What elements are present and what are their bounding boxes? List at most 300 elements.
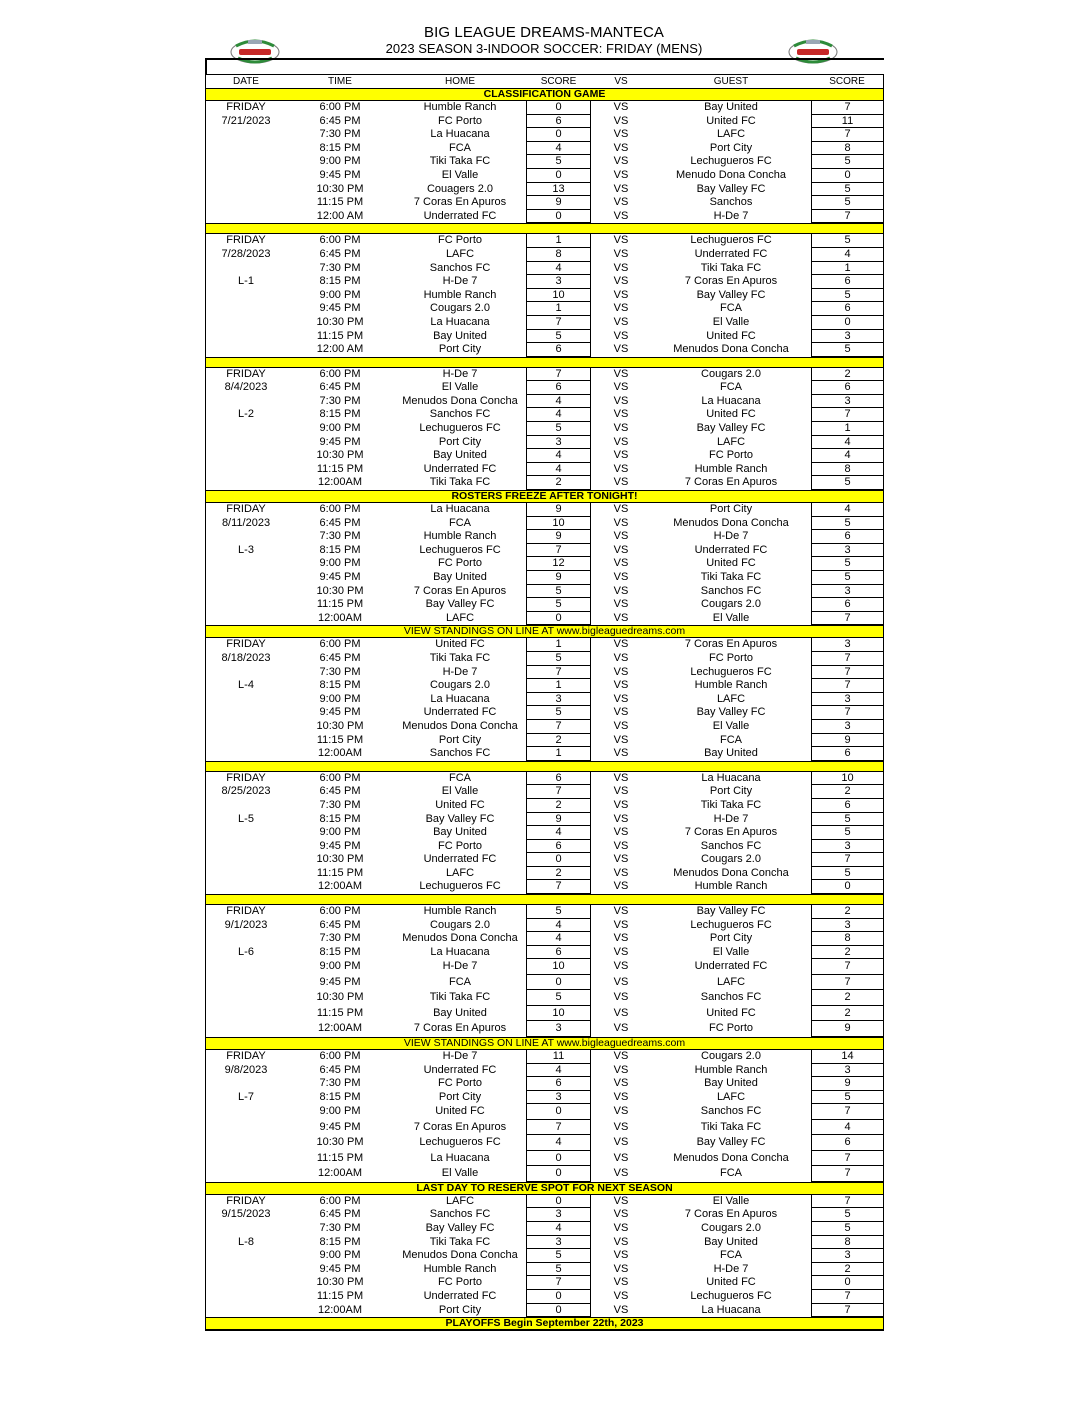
- vs-label: VS: [613, 651, 629, 664]
- col-time: TIME: [328, 76, 352, 87]
- game-row: [206, 544, 883, 558]
- guest-team: Menudos Dona Concha: [673, 1151, 789, 1164]
- home-score: 5: [526, 585, 591, 599]
- home-team: La Huacana: [430, 1151, 490, 1164]
- game-time: 10:30 PM: [316, 182, 364, 195]
- home-score: 0: [526, 975, 591, 991]
- home-score: 3: [526, 1021, 591, 1037]
- home-score: 7: [526, 666, 591, 680]
- guest-team: Sanchos: [709, 196, 753, 209]
- vs-label: VS: [613, 408, 629, 421]
- game-time: 11:15 PM: [316, 1006, 364, 1019]
- game-time: 7:30 PM: [319, 665, 361, 678]
- home-team: Bay United: [433, 329, 487, 342]
- guest-score: 9: [811, 1021, 883, 1037]
- guest-score: 6: [811, 747, 883, 761]
- home-score: 7: [526, 316, 591, 330]
- game-row: [206, 840, 883, 854]
- game-row: [206, 826, 883, 840]
- guest-team: Bay United: [704, 747, 758, 760]
- guest-score: 7: [811, 853, 883, 867]
- guest-score: 5: [811, 476, 883, 490]
- game-row: [206, 1290, 883, 1304]
- game-row: [206, 343, 883, 357]
- home-score: 6: [526, 343, 591, 357]
- game-row: [206, 638, 883, 652]
- home-team: United FC: [435, 1105, 485, 1118]
- home-team: Menudos Dona Concha: [402, 394, 518, 407]
- game-row: [206, 275, 883, 289]
- home-score: 4: [526, 932, 591, 946]
- vs-label: VS: [613, 905, 629, 918]
- game-row: [206, 262, 883, 276]
- guest-score: 3: [811, 330, 883, 344]
- guest-score: 8: [811, 142, 883, 156]
- game-row: [206, 652, 883, 666]
- guest-score: 7: [811, 679, 883, 693]
- home-team: Lechugueros FC: [419, 543, 501, 556]
- game-row: [206, 693, 883, 707]
- game-row: [206, 571, 883, 585]
- vs-label: VS: [613, 329, 629, 342]
- guest-score: 3: [811, 638, 883, 652]
- home-team: FC Porto: [437, 1276, 482, 1289]
- guest-score: 4: [811, 503, 883, 517]
- vs-label: VS: [613, 665, 629, 678]
- game-row: [206, 1276, 883, 1290]
- guest-score: 5: [811, 183, 883, 197]
- home-score: 7: [526, 785, 591, 799]
- vs-label: VS: [613, 798, 629, 811]
- home-team: La Huacana: [430, 128, 490, 141]
- game-row: [206, 990, 883, 1006]
- home-team: LAFC: [445, 611, 475, 624]
- game-row: [206, 517, 883, 531]
- game-row: [206, 128, 883, 142]
- game-row: [206, 734, 883, 748]
- guest-score: 5: [811, 517, 883, 531]
- guest-score: 3: [811, 840, 883, 854]
- guest-team: Port City: [709, 141, 753, 154]
- vs-label: VS: [613, 234, 629, 247]
- home-team: Humble Ranch: [423, 905, 497, 918]
- guest-team: Cougars 2.0: [701, 1222, 761, 1234]
- guest-team: Tiki Taka FC: [700, 798, 762, 811]
- home-score: 0: [526, 210, 591, 224]
- guest-team: Bay United: [704, 1235, 758, 1248]
- game-day: FRIDAY: [226, 234, 266, 247]
- home-score: 4: [526, 408, 591, 422]
- home-score: 4: [526, 262, 591, 276]
- week-banner: CLASSIFICATION GAME: [206, 88, 883, 101]
- home-score: 6: [526, 115, 591, 129]
- game-row: [206, 813, 883, 827]
- home-team: Port City: [438, 1303, 482, 1316]
- home-score: 13: [526, 183, 591, 197]
- home-team: Humble Ranch: [423, 101, 497, 113]
- guest-score: 5: [811, 813, 883, 827]
- vs-label: VS: [613, 449, 629, 462]
- vs-label: VS: [613, 381, 629, 394]
- guest-score: 5: [811, 234, 883, 248]
- game-row: [206, 1195, 883, 1209]
- home-score: 5: [526, 155, 591, 169]
- guest-team: Sanchos FC: [700, 991, 762, 1004]
- home-score: 9: [526, 813, 591, 827]
- home-team: Bay Valley FC: [425, 812, 495, 825]
- game-row: [206, 666, 883, 680]
- vs-label: VS: [613, 557, 629, 570]
- guest-score: 7: [811, 408, 883, 422]
- game-time: 12:00AM: [317, 1167, 363, 1180]
- game-time: 9:00 PM: [319, 1105, 361, 1118]
- guest-score: 7: [811, 101, 883, 115]
- game-row: [206, 585, 883, 599]
- game-row: [206, 395, 883, 409]
- home-score: 0: [526, 1104, 591, 1120]
- guest-team: Bay Valley FC: [696, 422, 766, 435]
- home-team: Tiki Taka FC: [429, 476, 491, 489]
- game-row: [206, 785, 883, 799]
- guest-team: H-De 7: [713, 812, 749, 825]
- game-row: [206, 1050, 883, 1064]
- guest-team: Tiki Taka FC: [700, 261, 762, 274]
- home-score: 5: [526, 330, 591, 344]
- game-time: 6:00 PM: [319, 1194, 361, 1207]
- game-time: 10:30 PM: [316, 584, 364, 597]
- guest-team: FCA: [720, 1167, 742, 1180]
- game-row: [206, 880, 883, 894]
- page-subtitle: 2023 SEASON 3-INDOOR SOCCER: FRIDAY (MENS): [385, 41, 703, 56]
- game-row: [206, 867, 883, 881]
- game-day: FRIDAY: [226, 638, 266, 651]
- vs-label: VS: [613, 168, 629, 181]
- home-score: 0: [526, 1290, 591, 1304]
- game-time: 6:45 PM: [319, 1063, 361, 1076]
- guest-score: 4: [811, 248, 883, 262]
- home-score: 1: [526, 638, 591, 652]
- home-score: 4: [526, 463, 591, 477]
- vs-label: VS: [613, 476, 629, 489]
- guest-team: FCA: [720, 1249, 742, 1262]
- home-team: Humble Ranch: [423, 288, 497, 301]
- guest-team: LAFC: [716, 128, 746, 141]
- guest-team: H-De 7: [713, 209, 749, 222]
- guest-score: 6: [811, 1135, 883, 1151]
- game-row: [206, 598, 883, 612]
- home-score: 5: [526, 990, 591, 1006]
- vs-label: VS: [613, 679, 629, 692]
- home-team: FCA: [449, 771, 471, 784]
- home-team: Tiki Taka FC: [429, 651, 491, 664]
- guest-score: 10: [811, 772, 883, 786]
- game-day: FRIDAY: [226, 1194, 266, 1207]
- game-row: [206, 155, 883, 169]
- guest-score: 7: [811, 1195, 883, 1209]
- home-score: 3: [526, 436, 591, 450]
- guest-score: 8: [811, 1236, 883, 1250]
- guest-score: 2: [811, 1006, 883, 1022]
- vs-label: VS: [613, 114, 629, 127]
- game-time: 9:00 PM: [319, 288, 361, 301]
- guest-team: United FC: [706, 114, 756, 127]
- game-time: 6:45 PM: [319, 516, 361, 529]
- home-team: Menudos Dona Concha: [402, 932, 518, 945]
- vs-label: VS: [613, 960, 629, 973]
- home-score: 9: [526, 530, 591, 544]
- home-team: Sanchos FC: [429, 747, 491, 760]
- vs-label: VS: [613, 101, 629, 113]
- home-score: 2: [526, 799, 591, 813]
- vs-label: VS: [613, 584, 629, 597]
- vs-label: VS: [613, 1222, 629, 1234]
- guest-score: 3: [811, 720, 883, 734]
- guest-score: 5: [811, 196, 883, 210]
- home-score: 0: [526, 128, 591, 142]
- guest-team: LAFC: [716, 692, 746, 705]
- game-time: 11:15 PM: [316, 598, 364, 611]
- guest-team: Menudo Dona Concha: [675, 168, 787, 181]
- vs-label: VS: [613, 288, 629, 301]
- home-team: Tiki Taka FC: [429, 155, 491, 168]
- home-score: 9: [526, 503, 591, 517]
- game-row: [206, 330, 883, 344]
- home-team: Lechugueros FC: [419, 1136, 501, 1149]
- home-team: El Valle: [441, 785, 479, 798]
- guest-team: Menudos Dona Concha: [673, 866, 789, 879]
- home-score: 4: [526, 395, 591, 409]
- vs-label: VS: [613, 1276, 629, 1289]
- game-time: 11:15 PM: [316, 196, 364, 209]
- game-row: [206, 248, 883, 262]
- home-score: 5: [526, 598, 591, 612]
- vs-label: VS: [613, 343, 629, 356]
- game-date: 9/1/2023: [224, 918, 268, 931]
- home-team: La Huacana: [430, 945, 490, 958]
- vs-label: VS: [613, 315, 629, 328]
- home-score: 0: [526, 1304, 591, 1318]
- game-row: [206, 115, 883, 129]
- guest-score: 11: [811, 115, 883, 129]
- guest-score: 4: [811, 1120, 883, 1136]
- game-time: 6:45 PM: [319, 381, 361, 394]
- home-team: Underrated FC: [423, 462, 497, 475]
- guest-score: 5: [811, 1208, 883, 1222]
- guest-score: 3: [811, 1064, 883, 1078]
- home-team: 7 Coras En Apuros: [413, 196, 507, 209]
- home-score: 4: [526, 1135, 591, 1151]
- vs-label: VS: [613, 747, 629, 760]
- vs-label: VS: [613, 394, 629, 407]
- home-team: La Huacana: [430, 315, 490, 328]
- game-time: 8:15 PM: [319, 408, 361, 421]
- guest-score: 0: [811, 1276, 883, 1290]
- guest-score: 8: [811, 932, 883, 946]
- home-score: 9: [526, 571, 591, 585]
- vs-label: VS: [613, 1194, 629, 1207]
- game-time: 6:45 PM: [319, 651, 361, 664]
- game-day: FRIDAY: [226, 905, 266, 918]
- vs-label: VS: [613, 598, 629, 611]
- guest-score: 7: [811, 666, 883, 680]
- guest-team: LAFC: [716, 975, 746, 988]
- home-team: Bay United: [433, 449, 487, 462]
- league-week: L-7: [238, 1090, 254, 1103]
- home-score: 2: [526, 476, 591, 490]
- vs-label: VS: [613, 866, 629, 879]
- home-score: 6: [526, 1077, 591, 1091]
- vs-label: VS: [613, 1105, 629, 1118]
- guest-score: 2: [811, 990, 883, 1006]
- game-time: 10:30 PM: [316, 1276, 364, 1289]
- home-team: Bay Valley FC: [425, 598, 495, 611]
- guest-score: 2: [811, 368, 883, 382]
- game-time: 10:30 PM: [316, 315, 364, 328]
- vs-label: VS: [613, 1136, 629, 1149]
- game-row: [206, 1263, 883, 1277]
- game-time: 9:00 PM: [319, 826, 361, 839]
- vs-label: VS: [613, 733, 629, 746]
- home-score: 3: [526, 1091, 591, 1105]
- home-team: H-De 7: [442, 275, 478, 288]
- vs-label: VS: [613, 918, 629, 931]
- guest-team: H-De 7: [713, 530, 749, 543]
- game-day: FRIDAY: [226, 367, 266, 380]
- col-guest: GUEST: [713, 76, 749, 87]
- guest-team: LAFC: [716, 1090, 746, 1103]
- vs-label: VS: [613, 155, 629, 168]
- home-team: El Valle: [441, 1167, 479, 1180]
- guest-team: Tiki Taka FC: [700, 1120, 762, 1133]
- game-time: 8:15 PM: [319, 275, 361, 288]
- home-team: Menudos Dona Concha: [402, 1249, 518, 1262]
- home-score: 0: [526, 1166, 591, 1182]
- home-score: 5: [526, 1263, 591, 1277]
- game-time: 7:30 PM: [319, 530, 361, 543]
- home-score: 12: [526, 557, 591, 571]
- guest-score: 6: [811, 302, 883, 316]
- guest-score: 1: [811, 262, 883, 276]
- home-score: 0: [526, 1195, 591, 1209]
- guest-team: Lechugueros FC: [690, 1289, 772, 1302]
- game-time: 8:15 PM: [319, 945, 361, 958]
- game-time: 7:30 PM: [319, 1222, 361, 1234]
- guest-team: Menudos Dona Concha: [673, 343, 789, 356]
- guest-score: 9: [811, 1077, 883, 1091]
- league-week: L-4: [238, 679, 254, 692]
- home-team: La Huacana: [430, 503, 490, 516]
- vs-label: VS: [613, 209, 629, 222]
- guest-team: United FC: [706, 557, 756, 570]
- home-team: FCA: [449, 141, 471, 154]
- game-row: [206, 422, 883, 436]
- column-header-row: [206, 74, 883, 88]
- top-rule-tick: [205, 58, 207, 74]
- home-team: Port City: [438, 1090, 482, 1103]
- home-team: Sanchos FC: [429, 408, 491, 421]
- schedule-table: [205, 74, 884, 1331]
- game-row: [206, 463, 883, 477]
- game-time: 8:15 PM: [319, 543, 361, 556]
- game-date: 8/25/2023: [221, 785, 271, 798]
- home-team: Cougars 2.0: [430, 918, 490, 931]
- guest-score: 7: [811, 706, 883, 720]
- home-team: Port City: [438, 343, 482, 356]
- guest-team: Cougars 2.0: [701, 598, 761, 611]
- home-team: FC Porto: [437, 234, 482, 247]
- page-title: BIG LEAGUE DREAMS-MANTECA: [423, 24, 665, 41]
- guest-team: Port City: [709, 503, 753, 516]
- guest-team: Bay Valley FC: [696, 288, 766, 301]
- game-row: [206, 679, 883, 693]
- game-row: [206, 1208, 883, 1222]
- game-time: 9:00 PM: [319, 960, 361, 973]
- guest-team: FCA: [720, 381, 742, 394]
- league-week: L-6: [238, 945, 254, 958]
- guest-team: Bay Valley FC: [696, 706, 766, 719]
- guest-score: 6: [811, 275, 883, 289]
- home-score: 6: [526, 946, 591, 960]
- vs-label: VS: [613, 1090, 629, 1103]
- game-time: 6:00 PM: [319, 503, 361, 516]
- week-banner: [206, 761, 883, 772]
- vs-label: VS: [613, 785, 629, 798]
- game-row: [206, 975, 883, 991]
- vs-label: VS: [613, 991, 629, 1004]
- game-time: 9:00 PM: [319, 692, 361, 705]
- vs-label: VS: [613, 945, 629, 958]
- game-row: [206, 1236, 883, 1250]
- guest-team: Lechugueros FC: [690, 918, 772, 931]
- guest-score: 3: [811, 693, 883, 707]
- game-time: 6:45 PM: [319, 1208, 361, 1221]
- page-header: [0, 24, 1088, 56]
- guest-score: 4: [811, 449, 883, 463]
- guest-team: Cougars 2.0: [701, 1049, 761, 1062]
- game-date: 8/4/2023: [224, 381, 268, 394]
- guest-team: United FC: [706, 408, 756, 421]
- home-team: Cougars 2.0: [430, 679, 490, 692]
- week-banner: VIEW STANDINGS ON LINE AT www.bigleaguedreams.com: [206, 1037, 883, 1050]
- game-row: [206, 1006, 883, 1022]
- vs-label: VS: [613, 530, 629, 543]
- game-time: 10:30 PM: [316, 449, 364, 462]
- guest-team: La Huacana: [701, 1303, 761, 1316]
- guest-team: 7 Coras En Apuros: [684, 275, 778, 288]
- game-time: 6:45 PM: [319, 247, 361, 260]
- game-time: 9:00 PM: [319, 557, 361, 570]
- guest-team: Port City: [709, 785, 753, 798]
- top-rule: [205, 58, 884, 60]
- guest-score: 6: [811, 598, 883, 612]
- guest-team: 7 Coras En Apuros: [684, 476, 778, 489]
- game-time: 7:30 PM: [319, 1077, 361, 1090]
- game-row: [206, 557, 883, 571]
- game-time: 10:30 PM: [316, 1136, 364, 1149]
- guest-score: 5: [811, 867, 883, 881]
- guest-team: Sanchos FC: [700, 1105, 762, 1118]
- guest-score: 3: [811, 395, 883, 409]
- guest-score: 7: [811, 210, 883, 224]
- home-score: 8: [526, 248, 591, 262]
- home-score: 3: [526, 1208, 591, 1222]
- home-score: 4: [526, 826, 591, 840]
- home-score: 5: [526, 652, 591, 666]
- vs-label: VS: [613, 719, 629, 732]
- game-row: [206, 1120, 883, 1136]
- playoffs-banner: PLAYOFFS Begin September 22th, 2023: [206, 1317, 883, 1330]
- game-row: [206, 905, 883, 919]
